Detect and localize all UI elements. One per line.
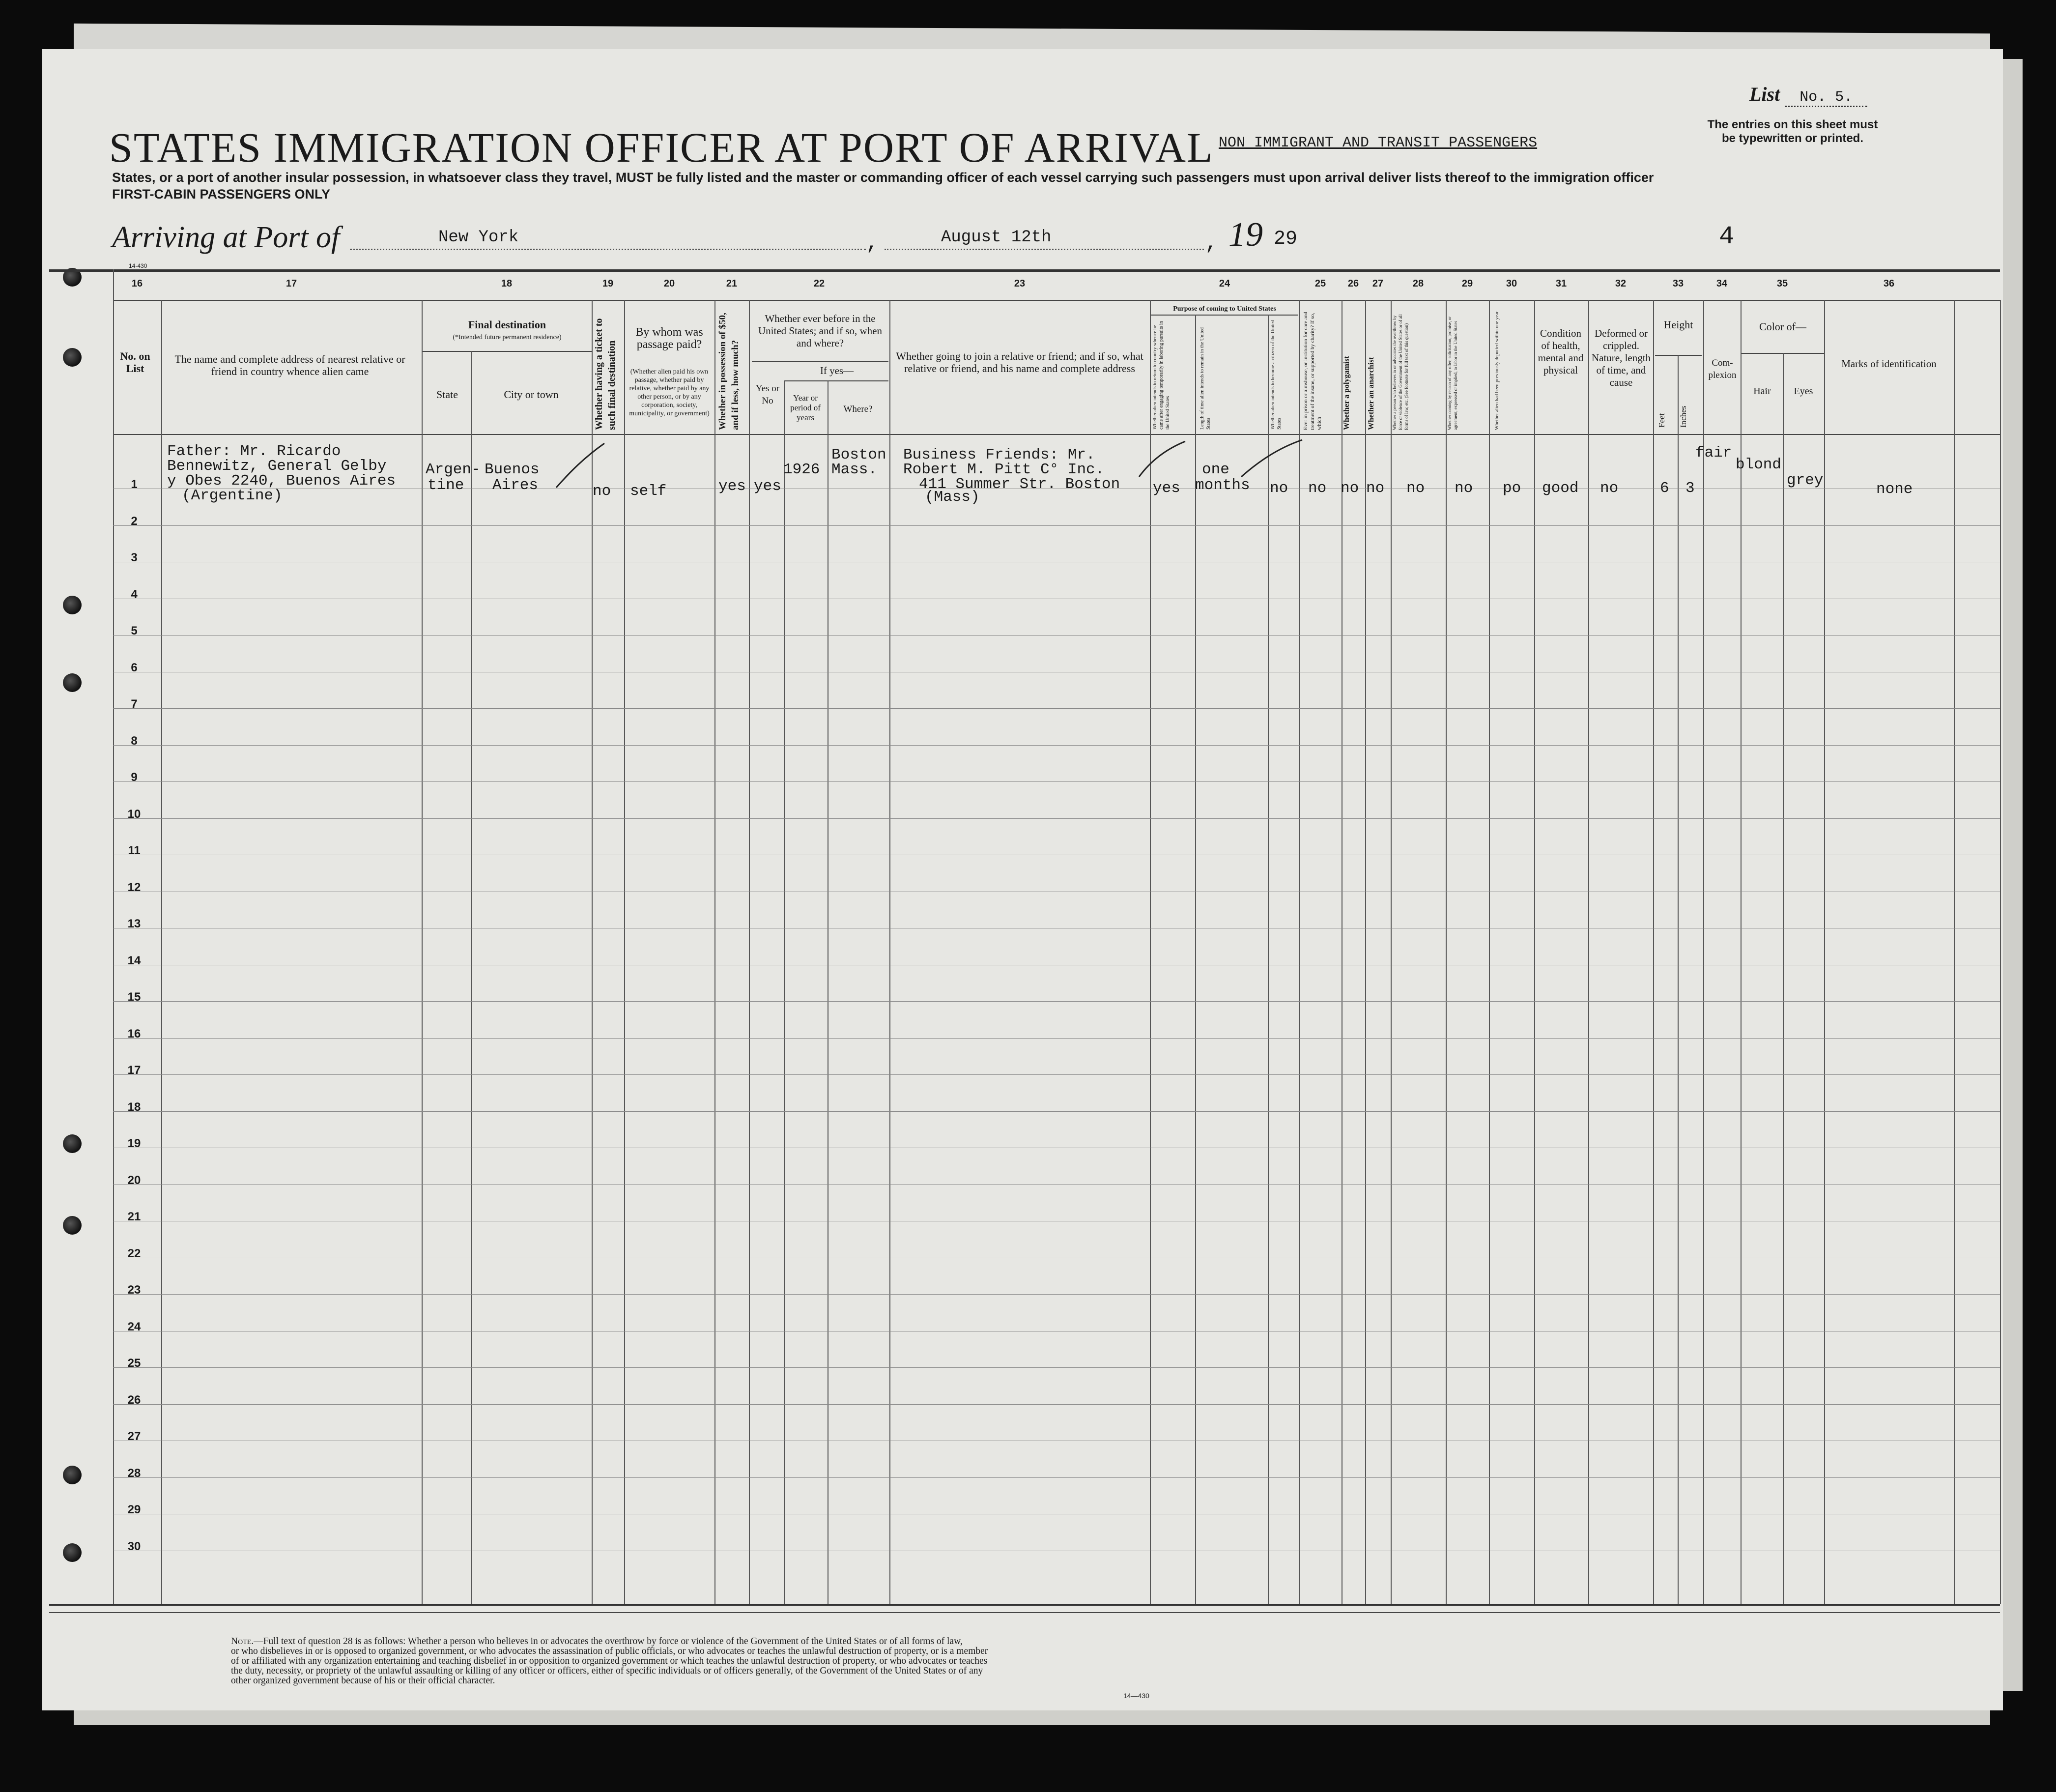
col24a-header: Whether alien intends to return to country whence he came after engaging temporarily in laboring pursuits in the United States <box>1152 321 1171 430</box>
hair-value: blond <box>1736 456 1782 473</box>
row-number: 25 <box>127 1357 141 1370</box>
where-line-1: Boston <box>831 446 886 463</box>
row-number: 28 <box>127 1466 141 1480</box>
prison-value: no <box>1308 480 1327 497</box>
row-number: 7 <box>131 697 138 711</box>
col29-header: Whether coming by reason of any offer, solicitation, promise, or agreement, expressed or implied, to labor in the United States <box>1447 316 1458 430</box>
feet-value: 6 <box>1660 480 1669 497</box>
before-in-us-value: yes <box>754 478 781 495</box>
footnote-line-3: of or affiliated with any organization entertaining and teaching disbelief in or opposition to organized government or which teaches the unlawful destruction of property, or who advocates or teaches <box>231 1656 988 1666</box>
year-value: 1926 <box>783 461 820 478</box>
form-title: STATES IMMIGRATION OFFICER AT PORT OF ARRIVAL <box>109 124 1214 171</box>
relative-line-1: Father: Mr. Ricardo <box>167 443 341 460</box>
row-number: 6 <box>131 661 138 674</box>
row-number: 11 <box>128 844 141 857</box>
col30-header: Whether alien had been previously deported within one year <box>1494 311 1500 430</box>
overthrow-value: no <box>1406 480 1425 497</box>
row-number: 19 <box>127 1137 141 1150</box>
joining-line-3: 411 Summer Str. Boston <box>919 476 1120 493</box>
ditto-stroke-2 <box>1139 441 1185 477</box>
relative-line-2: Bennewitz, General Gelby <box>167 458 387 475</box>
column-number: 33 <box>1672 278 1684 289</box>
col20-title: By whom was passage paid? <box>635 326 703 351</box>
column-number: 21 <box>726 278 738 289</box>
col24c-header: Whether alien intends to become a citizen of the United States <box>1270 320 1282 430</box>
row-number: 5 <box>131 624 138 637</box>
state-line-2: tine <box>428 477 464 494</box>
col21-header: Whether in possession of $50, and if less, how much? <box>717 313 741 430</box>
row-number: 29 <box>127 1503 141 1516</box>
row-number: 1 <box>131 478 138 491</box>
row-number: 2 <box>131 514 138 528</box>
comma-2: , <box>1205 231 1218 256</box>
year-suffix: 29 <box>1274 228 1298 250</box>
length-line-1: one <box>1202 461 1229 478</box>
joining-line-1: Business Friends: Mr. <box>903 446 1095 463</box>
column-number: 29 <box>1461 278 1473 289</box>
relative-line-4: (Argentine) <box>182 487 283 504</box>
col24-title: Purpose of coming to United States <box>1173 305 1276 313</box>
col22-ifyes: If yes— <box>820 365 854 376</box>
ditto-stroke-3 <box>1241 440 1302 477</box>
row-number: 9 <box>131 771 138 784</box>
row-number: 14 <box>127 954 141 967</box>
footnote-code: 14—430 <box>1123 1692 1149 1700</box>
anarchist-value: no <box>1366 480 1385 497</box>
footnote-line-5: other organized government because of his or their official character. <box>231 1676 495 1686</box>
col19-header: Whether having a ticket to such final destination <box>594 318 617 430</box>
column-number: 31 <box>1555 278 1567 289</box>
polygamist-value: no <box>1341 480 1359 497</box>
col24b-header: Length of time alien intends to remain in the United States <box>1199 327 1211 430</box>
first-cabin-label: FIRST-CABIN PASSENGERS ONLY <box>112 187 331 202</box>
column-number: 16 <box>131 278 143 289</box>
column-number: 24 <box>1219 278 1230 289</box>
footnote-line-2: or who disbelieves in or is opposed to organized government, or who advocates the assassination of public officials, or who advocates or teaches the unlawful destruction of property, or is a member <box>231 1646 988 1656</box>
column-number: 32 <box>1615 278 1627 289</box>
row-number: 4 <box>131 587 138 601</box>
deformed-value: no <box>1600 480 1619 497</box>
arriving-label: Arriving at Port of <box>112 221 340 254</box>
row-number: 30 <box>127 1539 141 1553</box>
joining-line-4: (Mass) <box>925 489 980 506</box>
col18-note: (*Intended future permanent residence) <box>453 334 562 341</box>
row-number: 21 <box>127 1210 141 1223</box>
column-number: 27 <box>1372 278 1384 289</box>
footnote-line-1: —Full text of question 28 is as follows: Whether a person who believes in or advocates the overthrow by force or violence of the Government of the United States or of all forms of law, <box>254 1636 963 1647</box>
row-number: 3 <box>131 551 138 564</box>
col25-header: Ever in prison or almshouse, or institution for care and treatment of the insane, or supported by charity? If so, which <box>1303 312 1322 430</box>
col22-year: Year or period of years <box>790 393 821 422</box>
state-line-1: Argen- <box>426 461 481 478</box>
col18-header: Final destination <box>468 318 546 331</box>
column-number: 25 <box>1314 278 1326 289</box>
column-number: 23 <box>1014 278 1026 289</box>
col22-title: Whether ever before in the United States; and if so, when and where? <box>758 313 882 349</box>
eyes-value: grey <box>1787 472 1824 489</box>
column-number: 22 <box>813 278 825 289</box>
col17-header: The name and complete address of nearest relative or friend in country whence alien came <box>174 353 405 377</box>
citizen-value: no <box>1270 480 1288 497</box>
where-line-2: Mass. <box>831 461 878 478</box>
list-number: No. 5. <box>1785 89 1867 107</box>
col35-header: Color of— <box>1759 320 1806 333</box>
col22-yesno: Yes or No <box>755 383 780 406</box>
column-number: 35 <box>1776 278 1788 289</box>
footnote <box>231 1637 988 1686</box>
passenger-class: NON IMMIGRANT AND TRANSIT PASSENGERS <box>1219 135 1538 151</box>
year-prefix: 19 <box>1228 216 1263 254</box>
column-number: 17 <box>286 278 297 289</box>
col28-header: Whether a person who believes in or advocates the overthrow by force or violence of the Government of the United States or of all forms of law, etc. (See footnote for full text of this question) <box>1392 314 1409 430</box>
col33-inches: Inches <box>1679 405 1688 428</box>
col27-header: Whether an anarchist <box>1367 357 1375 430</box>
col23-header: Whether going to join a relative or friend; and if so, what relative or friend, and his name and complete address <box>896 350 1143 375</box>
col18-state: State <box>436 388 458 401</box>
ticket-value: no <box>593 483 611 500</box>
column-number: 26 <box>1347 278 1359 289</box>
port-value: New York <box>438 228 519 247</box>
labor-offer-value: no <box>1455 480 1473 497</box>
page-number: 4 <box>1719 222 1735 251</box>
column-number: 18 <box>501 278 513 289</box>
joining-line-2: Robert M. Pitt C° Inc. <box>903 461 1105 478</box>
col16-header: No. on List <box>120 350 150 375</box>
date-value: August 12th <box>941 228 1052 247</box>
row-number: 26 <box>127 1393 141 1407</box>
column-number: 34 <box>1716 278 1728 289</box>
col36-header: Marks of identification <box>1841 358 1937 370</box>
column-number: 28 <box>1412 278 1424 289</box>
relative-line-3: y Obes 2240, Buenos Aires <box>167 472 396 490</box>
col20-note: (Whether alien paid his own passage, whether paid by relative, whether paid by any other person, or by any corporation, society, municipality, or government) <box>629 368 710 417</box>
length-line-2: months <box>1195 477 1250 494</box>
column-number: 20 <box>663 278 675 289</box>
row-number: 13 <box>127 917 141 930</box>
row-number: 18 <box>127 1100 141 1114</box>
row-number: 22 <box>127 1246 141 1260</box>
col31-header: Condition of health, mental and physical <box>1538 327 1584 376</box>
col18-city: City or town <box>504 388 559 401</box>
form-code: 14-430 <box>129 262 147 269</box>
column-number: 19 <box>602 278 614 289</box>
notice-line: States, or a port of another insular possession, in whatsoever class they travel, MUST be fully listed and the master or commanding officer of each vessel carrying such passengers must upon arrival deliver lists thereof to the immigration officer <box>112 170 1654 185</box>
deported-value: po <box>1503 480 1521 497</box>
col22-where: Where? <box>843 404 873 414</box>
row-number: 12 <box>127 880 141 894</box>
col26-header: Whether a polygamist <box>1342 356 1351 430</box>
comma-1: , <box>866 231 879 256</box>
row-number: 24 <box>127 1320 141 1333</box>
row-number: 20 <box>127 1173 141 1187</box>
row-number: 17 <box>127 1064 141 1077</box>
health-value: good <box>1542 480 1579 497</box>
passage-paid-value: self <box>630 483 667 500</box>
city-line-2: Aires <box>492 477 539 494</box>
return-intent-value: yes <box>1153 480 1180 497</box>
column-number: 30 <box>1506 278 1517 289</box>
column-number: 36 <box>1883 278 1895 289</box>
row-number: 16 <box>127 1027 141 1041</box>
list-label: List <box>1749 83 1780 105</box>
col33-feet: Feet <box>1657 413 1666 428</box>
col33-header: Height <box>1663 318 1693 331</box>
complexion-value: fair <box>1695 444 1732 462</box>
marks-value: none <box>1876 481 1913 498</box>
row-number: 8 <box>131 734 138 748</box>
row-number: 15 <box>127 990 141 1004</box>
row-number: 27 <box>127 1430 141 1443</box>
row-number: 10 <box>127 807 141 821</box>
city-line-1: Buenos <box>485 461 540 478</box>
row-number: 23 <box>127 1283 141 1297</box>
typewritten-note: The entries on this sheet must be typewritten or printed. <box>1707 118 1878 145</box>
footnote-lead: Note. <box>231 1636 254 1647</box>
col34-header: Com-plexion <box>1708 358 1737 380</box>
col35-eyes: Eyes <box>1794 386 1813 397</box>
col32-header: Deformed or crippled. Nature, length of time, and cause <box>1591 327 1651 388</box>
footnote-line-4: the duty, necessity, or propriety of the unlawful assaulting or killing of any officer or officers, either of specific individuals or of officers generally, of the Government of the United States or of any <box>231 1666 983 1676</box>
ditto-stroke-1 <box>556 443 604 488</box>
has-50-value: yes <box>718 478 746 495</box>
inches-value: 3 <box>1685 480 1695 497</box>
col35-hair: Hair <box>1753 386 1771 397</box>
